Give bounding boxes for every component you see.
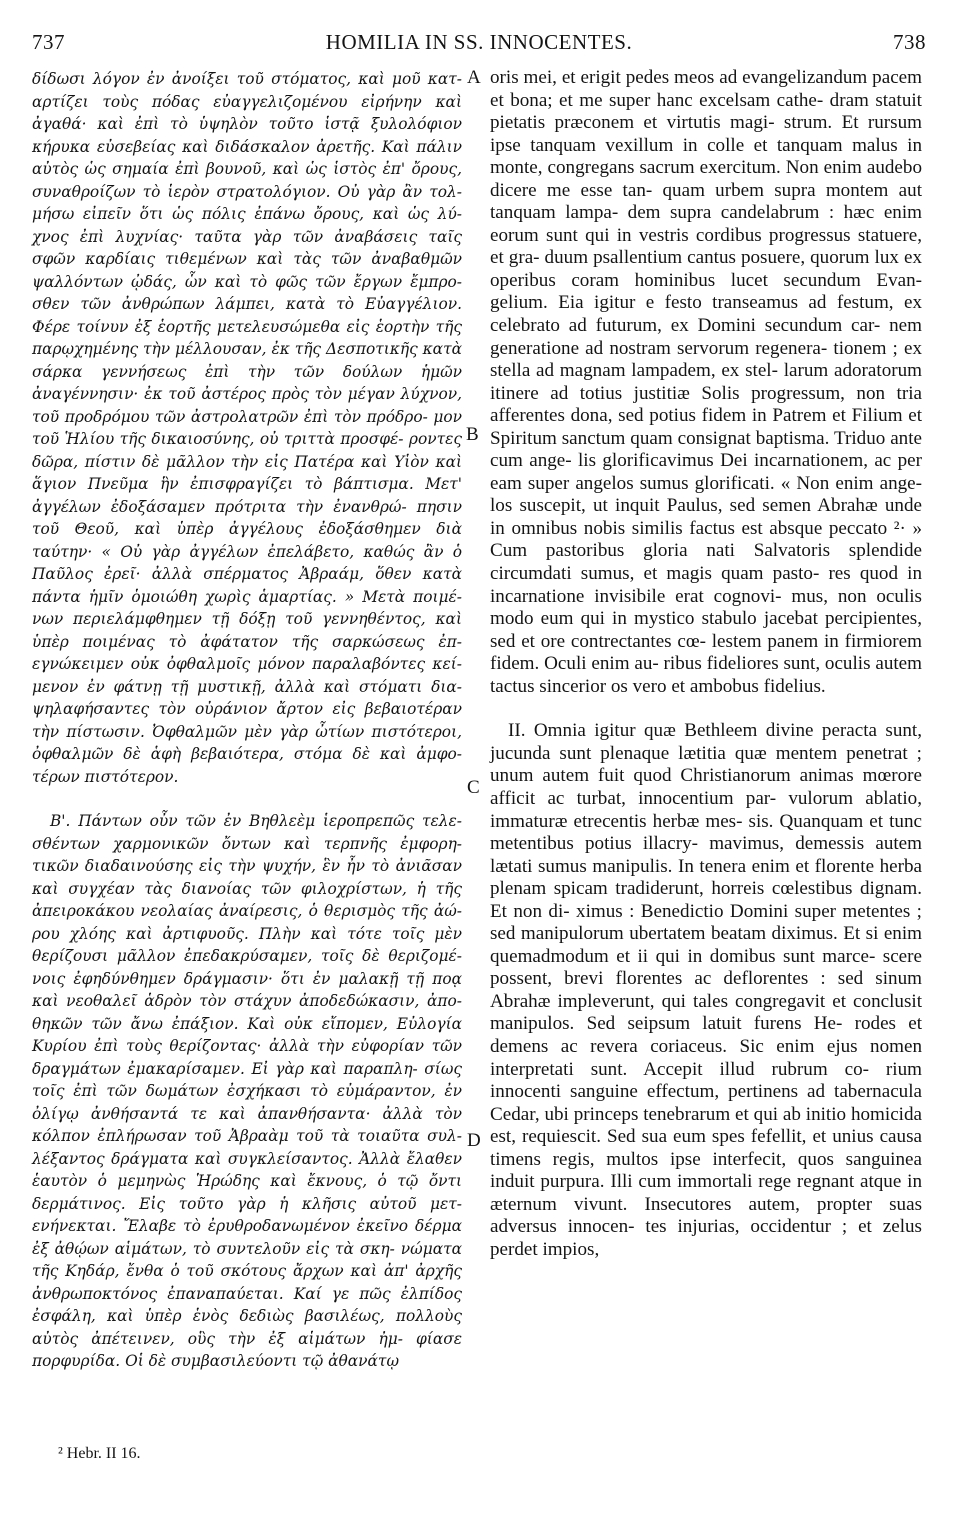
greek-paragraph-2: Β'. Πάντων οὖν τῶν ἐν Βηθλεὲμ ἱεροπρεπῶς τελε- σθέντων χαρμονικῶν ὄντων καὶ τερπνῆς ἐμφορη- τικῶν διαδαινούσης εἰς τὴν ψυχήν, ἓν ἦν τὸ ἀνιᾶσαν καὶ συγχέαν τὰς διανοίας τῶν φιλοχρίστων, ἡ τῆς ἀπειροκάκου νεολαίας ἀναίρεσις, ὁ θερισμὸς τῆς ἀώ- ρου χλόης καὶ ἀρτιφυοῦς. Πλὴν καὶ τότε τοῖς μὲν θερίζουσι μᾶλλον ἐπεδακρύσαμεν, τοῖς δὲ θεριζομέ- νοις ἐφηδύνθημεν δράγμασιν· ὅτι ἐν μαλακῇ τῇ ποᾳ καὶ νεοθαλεῖ ἁδρὸν τὸν στάχυν ἀποδεδώκασιν, ἀπο- θηκῶν τῶν ἄνω ἐπάξιον. Καὶ οὐκ εἴπομεν, Εὐλογία Κυρίου ἐπὶ τοὺς θερίζοντας· ἀλλὰ τὴν εὐφορίαν τῶν δραγμάτων ἐμακαρίσαμεν. Εἰ γὰρ καὶ παραπλη- σίως τοῖς ἐπὶ τῶν δωμάτων ἐσχήκασι τὸ εὐμάραντον, ἐν ὀλίγῳ ἀνθήσαντά τε καὶ ἀπανθήσαντα· ἀλλὰ τὸν κόλπον ἐπλήρωσαν τοῦ Ἀβραὰμ τοῦ τὰ τοιαῦτα συλ- λέξαντος δράγματα καὶ συγκλείσαντος. Ἀλλὰ ἔλαθεν ἑαυτὸν ὁ μεμηνὼς Ἡρώδης καὶ ἔκνους, ὁ τῷ ὄντι δερμάτινος. Εἰς τοῦτο γὰρ ἡ κλῆσις αὐτοῦ μετ- ενήνεκται. Ἔλαβε τὸ ἐρυθροδανωμένον ἐκεῖνο δέρμα ἐξ ἀθῴων αἱμάτων, τὸ συντελοῦν εἰς τὰ σκη- νώματα τῆς Κηδάρ, ἔνθα ὁ τοῦ σκότους ἄρχων καὶ ἀπ' ἀρχῆς ἀνθρωποκτόνος ἐπαναπαύεται. Καί γε πῶς ἐλπίδος ἐσφάλη, καὶ ὑπὲρ ἑνὸς δεδιὼς βασιλέως, πολλοὺς αὐτὸς ἀπέτεινεν, οὓς τὴν ἐξ αἱμάτων ἠμ- φίασε πορφυρίδα. Οἱ δὲ συμβασιλεύοντι τῷ ἀθανάτῳ xyxy=(32,812,462,1370)
latin-paragraph-2: II. Omnia igitur quæ Bethleem divine peracta sunt, jucunda sunt plenaque lætitia quæ mentem penetrat ; unum autem fuit quod Christianorum animas mœrore afficit ac turbat, innocentium par- vulorum ablatio, immaturæ etrecentis herbæ mes- sis. Quanquam et tunc metentibus potius illacry- mavimus, demessis autem lætati sumus manipulis. In tenera enim et florente herba plenam spicam tradiderunt, horreis cœlestibus dignam. Et non di- ximus : Benedictio Domini super metentes ; sed manipulorum ubertatem beatam diximus. Et si enim quemadmodum et ii qui in domibus sunt marce- scere possent, brevi florentes ac deflorentes : sed sinum Abrahæ impleverunt, qui tales congregavit et conclusit manipulos. Sed seipsum latuit furens He- rodes et demens ac revera coriaceus. Sic enim ejus nomen interpretati sunt. Accepit illud rubrum co- rium innocenti sanguine effectum, pertinens ad tabernacula Cedar, ubi princeps tenebrarum et qui ab initio homicida est, requiescit. Sed sua eum spes fefellit, et unius causa timens regis, multos ipse interfecit, quos sanguinea induit purpura. Illi cum immortali rege regnant atque in æternum vivunt. Insecutores autem, propter suas adversus innocen- tes injurias, occidentur ; et zelus perdet impios, xyxy=(490,720,922,1260)
margin-marker-b: B xyxy=(466,424,479,445)
greek-paragraph-1: δίδωσι λόγον ἐν ἀνοίξει τοῦ στόματος, καὶ μοῦ κατ- αρτίζει τοὺς πόδας εὐαγγελιζομένου εἰρήνην καὶ ἀγαθά· καὶ ἐπὶ τὸ ὑψηλὸν τοῦτο ἱστᾷ ξυλολόφιον κήρυκα εὐσεβείας καὶ διδάσκαλον ἀρετῆς. Καὶ πάλιν αὐτὸς ὡς σημαία ἐπὶ βουνοῦ, καὶ ὡς ἱστὸς ἐπ' ὄρους, συναθροίζων τὸ ἱερὸν στρατολόγιον. Οὐ γὰρ ἂν τολ- μήσω εἰπεῖν ὅτι ὡς πόλις ἐπάνω ὄρους, καὶ ὡς λύ- χνος ἐπὶ λυχνίας· ταῦτα γὰρ τῶν ἀναβάσεις ταῖς σφῶν καρδίαις τιθεμένων καὶ τὰς τῶν ἀναβαθμῶν ψαλλόντων ᾠδάς, ὧν καὶ τὸ φῶς τῶν ἔργων ἔμπρο- σθεν τῶν ἀνθρώπων λάμπει, κατὰ τὸ Εὐαγγέλιον. Φέρε τοίνυν ἐξ ἑορτῆς μετελευσώμεθα εἰς ἑορτὴν τῆς παρῳχημένης τὴν μέλλουσαν, ἐκ τῆς Δεσποτικῆς κατὰ σάρκα γεννήσεως ἐπὶ τὴν τῶν δούλων ἡμῶν ἀναγέννησιν· ἐκ τοῦ ἀστέρος πρὸς τὸν μέγαν λύχνον, τοῦ προδρόμου τῶν ἀστρολατρῶν ἐπὶ τὸν πρόδρο- μον τοῦ Ἡλίου τῆς δικαιοσύνης, οὐ τριττὰ προσφέ- ροντες δῶρα, πίστιν δὲ μᾶλλον τὴν εἰς Πατέρα καὶ Υἱὸν καὶ ἅγιον Πνεῦμα ἣν ἐπισφραγίζει τὸ βάπτισμα. Μετ' ἀγγέλων ἐδοξάσαμεν πρότριτα τὴν ἐνανθρώ- πησιν τοῦ Θεοῦ, καὶ ὑπὲρ ἀγγέλους ἐδοξάσθημεν διὰ ταύτην· « Οὐ γὰρ ἀγγέλων ἐπελάβετο, καθώς ἂν ὁ Παῦλος ἐρεῖ· ἀλλὰ σπέρματος Ἀβραάμ, ὅθεν κατὰ πάντα ἡμῖν ὁμοιώθη χωρὶς ἁμαρτίας. » Μετὰ ποιμέ- νων περιελάμφθημεν τῇ δόξῃ τοῦ γεννηθέντος, καὶ ὑπὲρ ποιμένας τὸ ἀφάτατον τῆς σαρκώσεως ἐπ- εγνώκειμεν οὐκ ὀφθαλμοῖς μόνον παραλαβόντες κεί- μενον ἐν φάτνῃ τῇ μυστικῇ, ἀλλὰ καὶ στόματι δια- ψηλαφήσαντες τὸν οὐράνιον ἄρτον εἰς βεβαιοτέραν τὴν πίστωσιν. Ὀφθαλμῶν μὲν γὰρ ὦτίων πιστότεροι, ὀφθαλμῶν δὲ ἁφὴ βεβαιότερα, στόμα δὲ καὶ ἀμφο- τέρων πιστότερον. xyxy=(32,70,462,786)
running-header xyxy=(32,30,926,64)
margin-marker-d: D xyxy=(467,1130,481,1151)
latin-text-column xyxy=(490,67,922,1261)
running-title: HOMILIA IN SS. INNOCENTES. xyxy=(325,30,633,54)
page-number-right: 738 xyxy=(893,30,926,54)
greek-text-column xyxy=(32,68,462,1373)
margin-marker-c: C xyxy=(467,777,480,798)
page-number-left: 737 xyxy=(32,30,65,54)
latin-paragraph-1: oris mei, et erigit pedes meos ad evangelizandum pacem et bona; et me super hanc excelsam cathe- dram statuit pietatis præconem et virtutis magi- strum. Et rursum ipse tanquam vexillum in colle et tanquam malus in monte, congregans sacrum exercitum. Non enim audebo dicere me esse tan- quam urbem supra montem aut tanquam lampa- dem supra candelabrum : hæc enim eorum sunt qui in vestris cordibus progressus statuere, et gra- duum psallentium cantus posuere, quorum lux ex operibus coram hominibus lucet secundum Evan- gelium. Eia igitur e festo transeamus ad festum, ex celebrato ad futurum, ex Domini secundum car- nem generatione ad nostram servorum regenera- tionem ; ex stella ad magnam lampadem, ex stel- larum adoratorum itinere ad totius justitiæ Solis progressum, non tria afferentes dona, sed potius fidem in Patrem et Filium et Spiritum sanctum quam consignat baptisma. Triduo ante cum ange- lis glorificavimus Dei incarnationem, ac per eam super angelos sumus glorificati. « Non enim ange- los suscepit, ut inquit Paulus, sed semen Abrahæ unde in omnibus nobis similis factus est absque peccato ²· » Cum pastoribus gloria nati Salvatoris splendide circumdati sumus, et magis quam pasto- res quod in incarnatione invisibile erat cognovi- mus, non oculis modo eum qui in mystico stabulo jacebat percipientes, sed et ore contrectantes cœ- lestem panem in firmiorem fidem. Oculi enim au- ribus fideliores sunt, oculis autem tactus sincerior os vero et ambobus fidelius. xyxy=(490,67,922,697)
footnote: ² Hebr. II 16. xyxy=(58,1445,141,1462)
margin-marker-a: A xyxy=(467,67,481,88)
